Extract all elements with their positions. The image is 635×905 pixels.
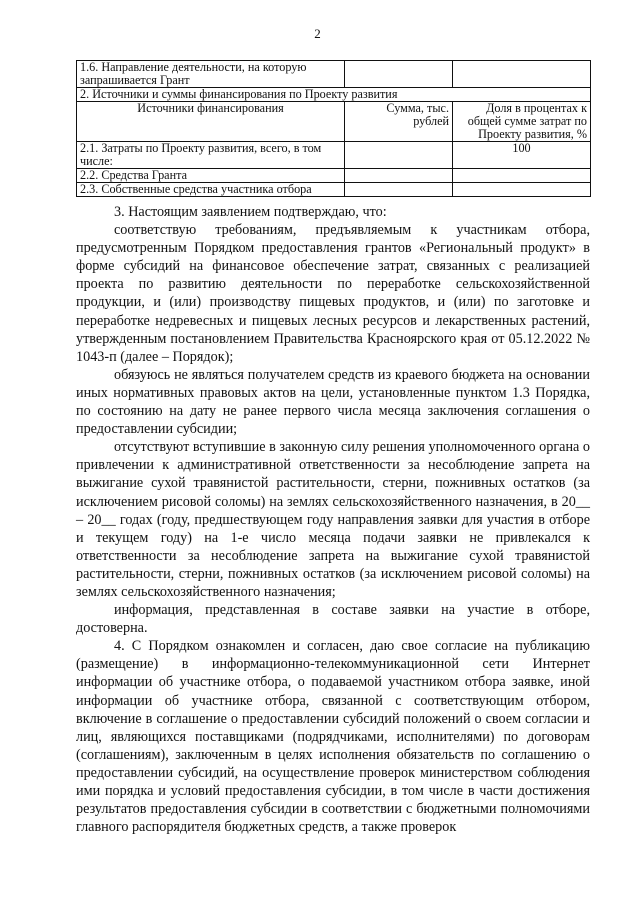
- row-label: 2.2. Средства Гранта: [77, 169, 345, 183]
- paragraph: отсутствуют вступившие в законную силу решения уполномоченного органа о привлечении к административной ответственности за несоблюдение запрета на выжигание сухой травянистой растительности, стерни, пожнивных остатков (за исключением рисовой соломы) на землях сельскохозяйственного назначения, в 20__ – 20__ годах (году, предшествующем году направления заявки для участия в отборе и текущем году) на 1-е число месяца подачи заявки не привлекался к ответственности за несоблюдение запрета на выжигание сухой травянистой растительности, стерни, пожнивных остатков (за исключением рисовой соломы) на землях сельскохозяйственного назначения;: [76, 439, 590, 600]
- table-cell: 1.6. Направление деятельности, на которую запрашивается Грант: [77, 61, 345, 88]
- page-number: 2: [314, 26, 321, 41]
- paragraph: соответствую требованиям, предъявляемым к участникам отбора, предусмотренным Порядком предоставления грантов «Региональный продукт» в форме субсидий на финансовое обеспечение затрат, связанных с реализацией проекта по развитию деятельности по переработке сельскохозяйственной продукции, и (или) производству пищевых продуктов, и (или) по заготовке и переработке недревесных и пищевых лесных ресурсов и лекарственных растений, утвержденным постановлением Правительства Красноярского края от 05.12.2022 № 1043-п (далее – Порядок);: [76, 222, 590, 365]
- body-text: [76, 203, 590, 836]
- header-sum: Сумма, тыс. рублей: [345, 102, 453, 142]
- table-row: [77, 142, 591, 169]
- row-label: 2.3. Собственные средства участника отбора: [77, 183, 345, 197]
- table-header-row: [77, 102, 591, 142]
- row-share: [453, 169, 591, 183]
- table-row: [77, 61, 591, 88]
- paragraph: 4. С Порядком ознакомлен и согласен, даю свое согласие на публикацию (размещение) в информационно-телекоммуникационной сети Интернет информации об участнике отбора, о подаваемой участником отбора заявке, иной информации об участнике отбора, связанной с соответствующим отбором, включение в соглашение о предоставлении субсидий положений о своем согласии и лиц, являющихся поставщиками (подрядчиками, исполнителями) по договорам (соглашениям), заключенным в целях исполнения обязательств по соглашению о предоставлении субсидий, на осуществление проверок министерством соблюдения ими порядка и условий предоставления субсидии, в том числе в части достижения результатов предоставления субсидии в соответствии с бюджетными полномочиями главного распорядителя бюджетных средств, а также проверок: [76, 638, 590, 836]
- paragraph: 3. Настоящим заявлением подтверждаю, что:: [114, 204, 387, 220]
- financing-table: [76, 60, 591, 197]
- paragraph: обязуюсь не являться получателем средств из краевого бюджета на основании иных нормативных правовых актов на цели, установленные пунктом 1.3 Порядка, по состоянию на дату не ранее первого числа месяца заключения соглашения о предоставлении субсидии;: [76, 366, 590, 438]
- header-share: Доля в процентах к общей сумме затрат по Проекту развития, %: [453, 102, 591, 142]
- table-row: [77, 183, 591, 197]
- header-sources: Источники финансирования: [77, 102, 345, 142]
- table-row: [77, 169, 591, 183]
- row-sum: [345, 142, 453, 169]
- row-label: 2.1. Затраты по Проекту развития, всего, в том числе:: [77, 142, 345, 169]
- row-share: 100: [453, 142, 591, 169]
- paragraph: информация, представленная в составе заявки на участие в отборе, достоверна.: [76, 602, 590, 637]
- row-sum: [345, 169, 453, 183]
- row-share: [453, 183, 591, 197]
- table-cell: [453, 61, 591, 88]
- table-cell: 2. Источники и суммы финансирования по Проекту развития: [77, 88, 591, 102]
- row-sum: [345, 183, 453, 197]
- table-cell: [345, 61, 453, 88]
- table-row: [77, 88, 591, 102]
